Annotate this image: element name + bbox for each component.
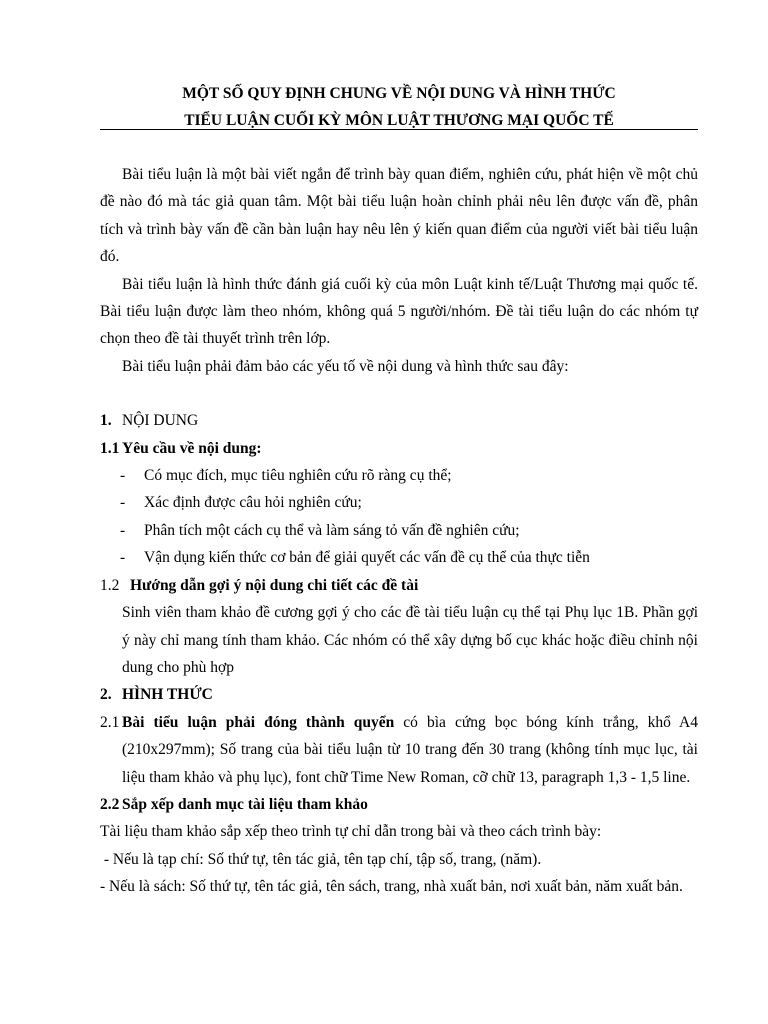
intro-paragraph-3: Bài tiểu luận phải đảm bảo các yếu tố về nội dung và hình thức sau đây:	[122, 357, 569, 375]
section-2-1-text: có bìa cứng bọc bóng kính trắng, khổ A4 (210x297mm); Số trang của bài tiểu luận từ 10 trang đến 30 trang (không tính mục lục, tài liệu tham khảo và phụ lục), font chữ Time New Roman, cỡ chữ 13, paragraph 1,3 - 1,5 line.	[122, 713, 699, 786]
list-item	[100, 462, 698, 489]
dash-marker: -	[120, 549, 126, 567]
section-2-1-paragraph	[122, 709, 698, 791]
section-1-2-number: 1.2	[100, 576, 120, 594]
title-underline	[100, 129, 698, 130]
title-line-2: TIỂU LUẬN CUỐI KỲ MÔN LUẬT THƯƠNG MẠI QUỐC TẾ	[184, 112, 614, 129]
section-2-1-number: 2.1	[100, 713, 120, 731]
list-item-text: Xác định được câu hỏi nghiên cứu;	[144, 494, 362, 512]
section-2-1	[100, 709, 698, 791]
section-2-2-number: 2.2	[100, 795, 120, 813]
section-2-2-line: - Nếu là sách: Số thứ tự, tên tác giả, tên sách, trang, nhà xuất bản, nơi xuất bản, năm xuất bản.	[100, 878, 683, 896]
intro-paragraph-1: Bài tiểu luận là một bài viết ngắn để trình bày quan điểm, nghiên cứu, phát hiện về một chủ đề nào đó mà tác giả quan tâm. Một bài tiểu luận hoàn chỉnh phải nêu lên được vấn đề, phân tích và trình bày vấn đề cần bàn luận hay nêu lên ý kiến quan điểm của người viết bài tiểu luận đó.	[100, 166, 698, 266]
section-2-1-bold: Bài tiểu luận phải đóng thành quyển	[122, 713, 395, 731]
section-1-heading	[100, 407, 698, 434]
section-2-2-heading	[100, 791, 698, 818]
dash-marker: -	[120, 494, 126, 512]
document-title	[100, 80, 698, 134]
title-line-1: MỘT SỐ QUY ĐỊNH CHUNG VỀ NỘI DUNG VÀ HÌNH THỨC	[182, 85, 616, 102]
dash-marker: -	[120, 521, 126, 539]
list-item-text: Vận dụng kiến thức cơ bản để giải quyết các vấn đề cụ thể của thực tiễn	[144, 549, 590, 567]
document-body	[100, 161, 698, 901]
section-1-1-heading	[100, 435, 698, 462]
section-2-title: HÌNH THỨC	[122, 686, 213, 704]
list-item	[100, 489, 698, 516]
section-1-1-title: Yêu cầu về nội dung:	[122, 439, 262, 457]
spacer	[100, 380, 698, 407]
section-1-2-text: Sinh viên tham khảo đề cương gợi ý cho các đề tài tiểu luận cụ thể tại Phụ lục 1B. Phần gợi ý này chỉ mang tính tham khảo. Các nhóm có thể xây dựng bố cục khác hoặc điều chỉnh nội dung cho phù hợp	[122, 604, 698, 676]
section-2-heading	[100, 681, 698, 708]
section-2-number: 2.	[100, 686, 112, 704]
section-1-number: 1.	[100, 412, 112, 430]
section-1-1-number: 1.1	[100, 439, 120, 457]
dash-marker: -	[120, 467, 126, 485]
section-2-2-line: - Nếu là tạp chí: Số thứ tự, tên tác giả, tên tạp chí, tập số, trang, (năm).	[100, 850, 542, 868]
intro-paragraph-2: Bài tiểu luận là hình thức đánh giá cuối kỳ của môn Luật kinh tế/Luật Thương mại quốc tế. Bài tiểu luận được làm theo nhóm, không quá 5 người/nhóm. Đề tài tiểu luận do các nhóm tự chọn theo đề tài thuyết trình trên lớp.	[100, 275, 698, 348]
list-item	[100, 517, 698, 544]
list-item-text: Phân tích một cách cụ thể và làm sáng tỏ vấn đề nghiên cứu;	[144, 521, 520, 539]
section-1-2-heading	[100, 572, 698, 599]
section-2-2-line: Tài liệu tham khảo sắp xếp theo trình tự chỉ dẫn trong bài và theo cách trình bày:	[100, 823, 602, 841]
section-1-2-title: Hướng dẫn gợi ý nội dung chi tiết các đề tài	[130, 576, 419, 594]
list-item	[100, 544, 698, 571]
section-1-title: NỘI DUNG	[122, 412, 199, 430]
list-item-text: Có mục đích, mục tiêu nghiên cứu rõ ràng cụ thể;	[144, 467, 452, 485]
section-2-2-title: Sắp xếp danh mục tài liệu tham khảo	[122, 795, 368, 813]
